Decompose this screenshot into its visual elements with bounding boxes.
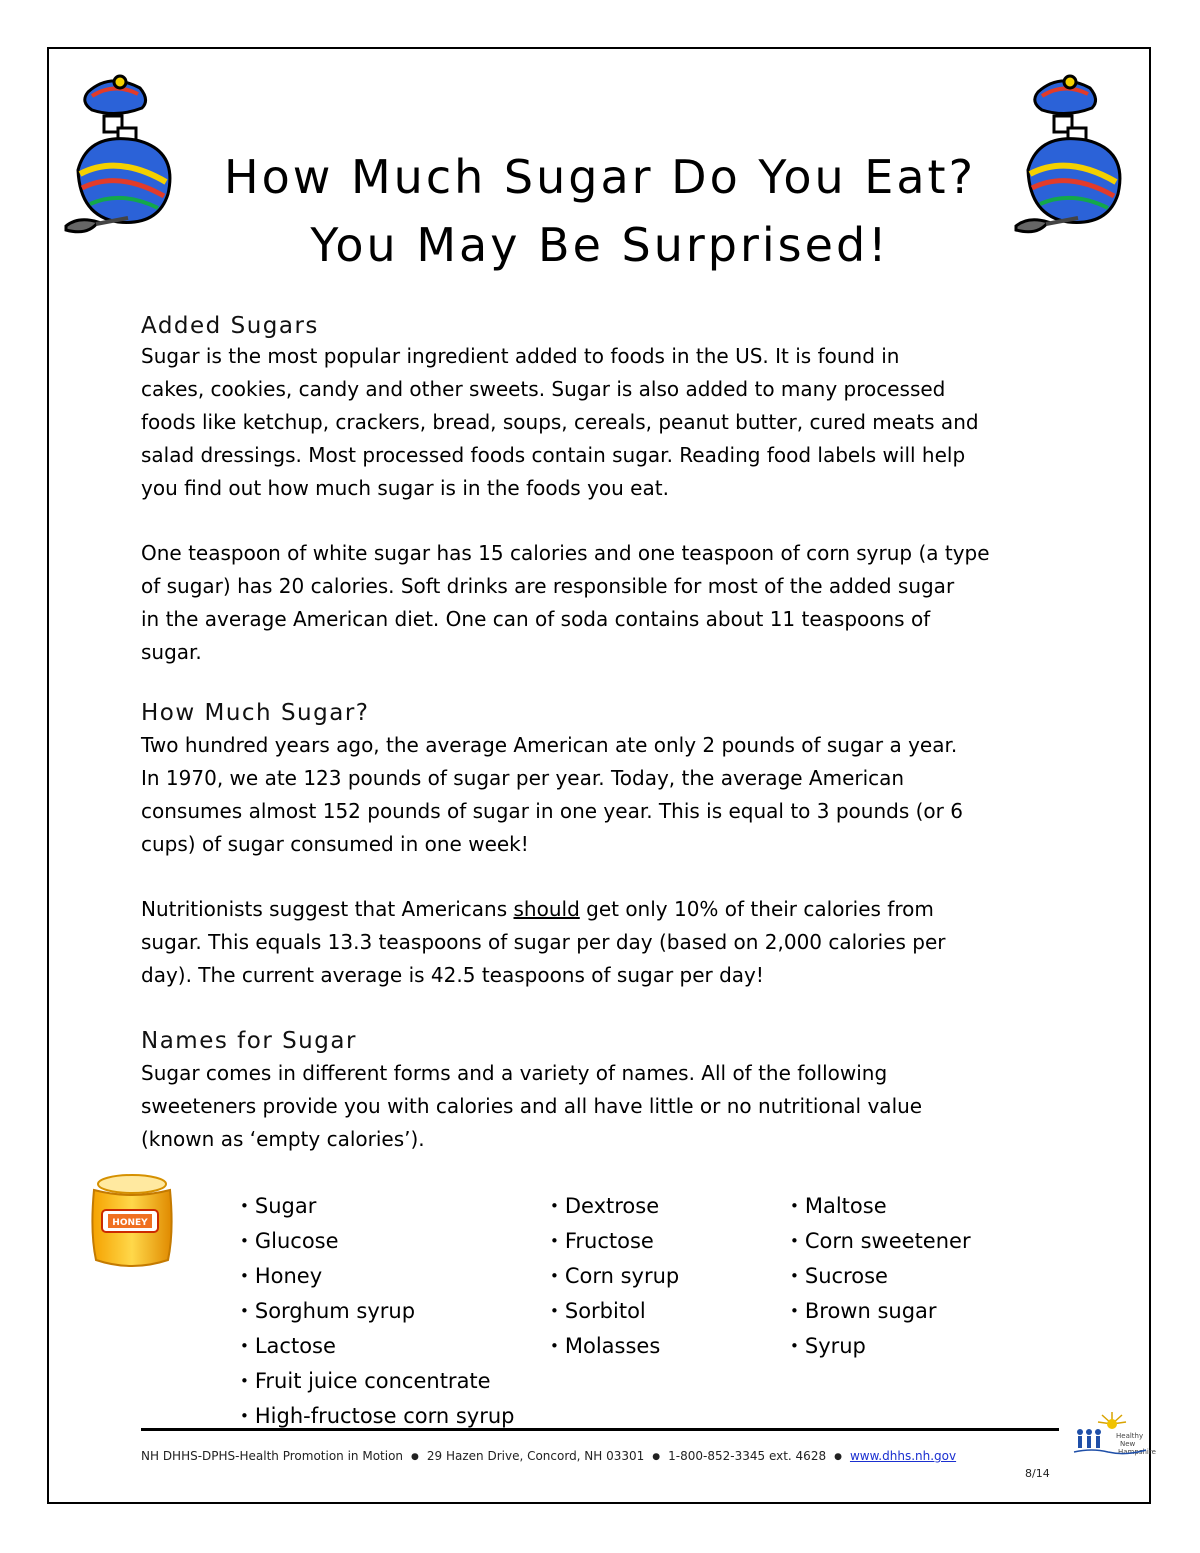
text-line: One teaspoon of white sugar has 15 calories and one teaspoon of corn syrup (a type [141, 541, 990, 565]
footer-org: NH DHHS-DPHS-Health Promotion in Motion [141, 1449, 404, 1463]
page-title-line-1: How Much Sugar Do You Eat? [224, 150, 976, 204]
text-line: In 1970, we ate 123 pounds of sugar per year. Today, the average American [141, 766, 905, 790]
heading-added-sugars: Added Sugars [141, 313, 319, 339]
list-item: • Corn sweetener [790, 1225, 971, 1260]
list-item: • Molasses [550, 1330, 679, 1365]
list-item: • Dextrose [550, 1190, 679, 1225]
text-line: sweeteners provide you with calories and all have little or no nutritional value [141, 1094, 923, 1118]
list-item: • High-fructose corn syrup [240, 1400, 515, 1435]
list-item: • Lactose [240, 1330, 515, 1365]
page-title-line-2: You May Be Surprised! [310, 218, 890, 272]
footer-divider [141, 1428, 1059, 1431]
text-line: Sugar comes in different forms and a variety of names. All of the following [141, 1061, 888, 1085]
text-line: of sugar) has 20 calories. Soft drinks are responsible for most of the added sugar [141, 574, 955, 598]
text-line: Sugar is the most popular ingredient added to foods in the US. It is found in [141, 344, 900, 368]
footer-contact [141, 1449, 1061, 1463]
healthy-new-hampshire-logo [1072, 1410, 1156, 1458]
text-line: salad dressings. Most processed foods contain sugar. Reading food labels will help [141, 443, 966, 467]
logo-text-3: Hampshire [1118, 1448, 1156, 1456]
text-run: get only 10% of their calories from [579, 897, 934, 921]
bullet-separator-icon: ● [652, 1452, 661, 1462]
paragraph-how-much-1 [141, 729, 1081, 861]
emphasis-should: should [513, 897, 580, 921]
text-line: cups) of sugar consumed in one week! [141, 832, 529, 856]
honey-label: HONEY [112, 1218, 148, 1228]
text-run: Nutritionists suggest that Americans [141, 897, 514, 921]
text-line: sugar. [141, 640, 202, 664]
paragraph-added-sugars-2 [141, 537, 1081, 669]
text-line: consumes almost 152 pounds of sugar in one year. This is equal to 3 pounds (or 6 [141, 799, 963, 823]
bullet-separator-icon: ● [834, 1452, 842, 1462]
list-item: • Corn syrup [550, 1260, 679, 1295]
text-line: foods like ketchup, crackers, bread, soups, cereals, peanut butter, cured meats and [141, 410, 979, 434]
sugar-list-column-2 [550, 1190, 679, 1365]
text-line: you find out how much sugar is in the foods you eat. [141, 476, 669, 500]
list-item: • Sucrose [790, 1260, 971, 1295]
list-item: • Maltose [790, 1190, 971, 1225]
text-line: day). The current average is 42.5 teaspoons of sugar per day! [141, 963, 764, 987]
text-line: Two hundred years ago, the average American ate only 2 pounds of sugar a year. [141, 733, 958, 757]
honey-jar-icon [82, 1172, 182, 1272]
heading-how-much-sugar: How Much Sugar? [141, 700, 370, 726]
paragraph-added-sugars-1 [141, 340, 1081, 505]
text-line [141, 893, 1081, 926]
list-item: • Glucose [240, 1225, 515, 1260]
paragraph-names [141, 1057, 1081, 1156]
list-item: • Sorbitol [550, 1295, 679, 1330]
list-item: • Brown sugar [790, 1295, 971, 1330]
text-line: sugar. This equals 13.3 teaspoons of sugar per day (based on 2,000 calories per [141, 930, 946, 954]
list-item: • Sugar [240, 1190, 515, 1225]
heading-names-for-sugar: Names for Sugar [141, 1028, 357, 1054]
list-item: • Syrup [790, 1330, 971, 1365]
page-number: 8/14 [1025, 1467, 1050, 1480]
footer-address: 29 Hazen Drive, Concord, NH 03301 [426, 1449, 645, 1463]
list-item: • Fruit juice concentrate [240, 1365, 515, 1400]
logo-text-1: Healthy [1116, 1432, 1144, 1440]
logo-text-2: New [1120, 1440, 1136, 1448]
sugar-list-column-1 [240, 1190, 515, 1435]
list-item: • Sorghum syrup [240, 1295, 515, 1330]
footer-phone: 1-800-852-3345 ext. 4628 [668, 1449, 827, 1463]
list-item: • Fructose [550, 1225, 679, 1260]
sugar-list-column-3 [790, 1190, 971, 1365]
footer-website-link[interactable]: www.dhhs.nh.gov [849, 1449, 957, 1463]
bullet-separator-icon: ● [411, 1452, 419, 1462]
text-line: cakes, cookies, candy and other sweets. Sugar is also added to many processed [141, 377, 946, 401]
text-line: (known as ‘empty calories’). [141, 1127, 425, 1151]
list-item: • Honey [240, 1260, 515, 1295]
text-line: in the average American diet. One can of soda contains about 11 teaspoons of [141, 607, 931, 631]
paragraph-how-much-2 [141, 893, 1081, 992]
